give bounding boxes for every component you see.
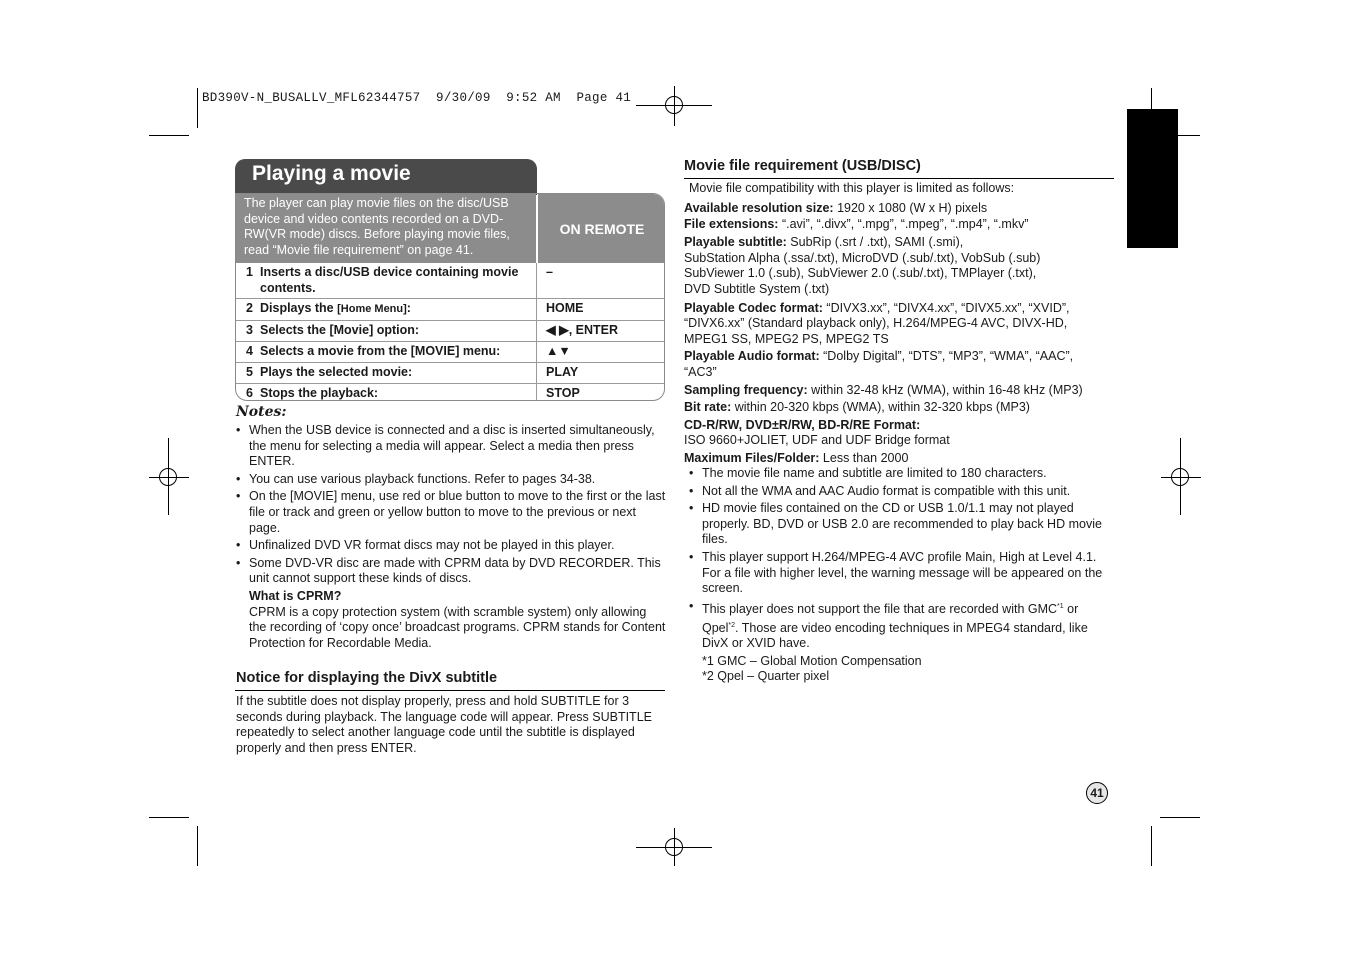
chapter-tab — [1127, 109, 1178, 248]
footnote: *1 GMC – Global Motion Compensation — [702, 653, 922, 668]
table-row — [236, 321, 665, 342]
table-row — [236, 384, 665, 401]
step-number: 6 — [246, 386, 253, 400]
step-text: Stops the playback: — [260, 386, 379, 400]
requirement-heading: Movie file requirement (USB/DISC) — [684, 158, 921, 174]
step-remote: ▲▼ — [546, 344, 571, 358]
steps-table — [236, 263, 665, 401]
step-text: Selects the [Movie] option: — [260, 323, 420, 337]
table-row: 2 Displays the [Home Menu]: HOME — [236, 299, 665, 321]
crop-mark — [197, 826, 198, 866]
cprm-heading: What is CPRM? — [249, 588, 342, 603]
list-item: • This player does not support the file that are recorded with GMC$^{*1}$ or Qpel$^{*2}$. Those are video encoding techniques in MPEG4 standard, like DivX or XVID have. — [689, 599, 1114, 652]
crop-mark — [1151, 826, 1152, 866]
list-item — [236, 589, 666, 651]
requirement-specs: Available resolution size: 1920 x 1080 (W x H) pixels File extensions: “.avi”, “.divx”, “.mpg”, “.mpeg”, “.mp4”, “.mkv” Playable subtitle: SubRip (.srt / .txt), SAMI (.smi), SubStation Alpha (.ssa/.txt), MicroDVD (.sub/.txt), VobSub (.sub) SubViewer 1.0 (.sub), SubViewer 2.0 (.sub/.txt), TMPlayer (.txt), DVD Subtitle System (.txt) Playable Codec format: “DIVX3.xx”, “DIVX4.xx”, “DIVX5.xx”, “XVID”, “DIVX6.xx” (Standard playback only), H.264/MPEG-4 AVC, DIVX-HD, MPEG1 SS, MPEG2 PS, MPEG2 TS Playable Audio format: “Dolby Digital”, “DTS”, “MP3”, “WMA”, “AAC”, “AC3” Sampling frequency: within 32-48 kHz (WMA), within 16-48 kHz (MP3) Bit rate: within 20-320 kbps (WMA), within 32-320 kbps (MP3) CD-R/RW, DVD±R/RW, BD-R/RE Format: ISO 9660+JOLIET, UDF and UDF Bridge format Maximum Files/Folder: Less than 2000 — [684, 201, 1083, 465]
crop-mark — [197, 88, 198, 128]
step-number: 5 — [246, 365, 253, 379]
step-remote: STOP — [546, 386, 580, 400]
step-text: Selects a movie from the [MOVIE] menu: — [260, 344, 501, 358]
list-item: • Some DVD-VR disc are made with CPRM data by DVD RECORDER. This unit cannot support these kinds of discs. — [236, 556, 666, 587]
list-item: • The movie file name and subtitle are limited to 180 characters. — [689, 466, 1114, 482]
notes-list — [236, 423, 666, 653]
section-title: Playing a movie — [252, 162, 411, 185]
step-remote: PLAY — [546, 365, 579, 379]
on-remote-header: ON REMOTE — [538, 194, 665, 263]
list-item: • You can use various playback functions. Refer to pages 34-38. — [236, 472, 666, 488]
step-remote: HOME — [546, 301, 584, 315]
crop-mark — [1160, 817, 1200, 818]
step-number: 4 — [246, 344, 253, 358]
crop-mark — [149, 135, 189, 136]
footnote: *2 Qpel – Quarter pixel — [702, 669, 830, 684]
notes-heading: Notes: — [236, 404, 287, 420]
step-remote: ◀ ▶, ENTER — [546, 323, 619, 337]
divx-heading: Notice for displaying the DivX subtitle — [236, 670, 498, 686]
requirement-notes — [689, 466, 1114, 687]
step-text-menu: [Home Menu] — [337, 303, 407, 315]
list-item: • Not all the WMA and AAC Audio format is compatible with this unit. — [689, 484, 1114, 500]
step-remote: – — [546, 265, 553, 279]
step-text: Plays the selected movie: — [260, 365, 413, 379]
print-slug: BD390V-N_BUSALLV_MFL62344757 9/30/09 9:52 AM Page 41 — [202, 91, 632, 105]
step-text: Inserts a disc/USB device containing movie contents. — [260, 265, 519, 295]
registration-circle — [159, 468, 177, 486]
table-row — [236, 263, 665, 299]
crop-mark — [149, 817, 189, 818]
steps-panel — [235, 193, 665, 401]
registration-circle — [1171, 468, 1189, 486]
cprm-text: CPRM is a copy protection system (with scramble system) only allowing the recording of ‘copy once’ broadcast programs. CPRM stands for Content Protection for Recordable Media. — [249, 604, 666, 650]
table-row — [236, 363, 665, 384]
page-number: 41 — [1086, 782, 1108, 804]
step-number: 3 — [246, 323, 253, 337]
list-item: • HD movie files contained on the CD or USB 1.0/1.1 may not played properly. BD, DVD or USB 2.0 are recommended to play back HD movie files. — [689, 501, 1114, 548]
heading-rule — [235, 690, 665, 691]
section-intro: The player can play movie files on the disc/USB device and video contents recorded on a DVD-RW(VR mode) discs. Before playing movie files, read “Movie file requirement” on page 41. — [236, 194, 536, 263]
requirement-intro: Movie file compatibility with this player is limited as follows: — [689, 181, 1015, 195]
step-number: 2 — [246, 301, 253, 315]
step-number: 1 — [246, 265, 253, 279]
list-item: • When the USB device is connected and a disc is inserted simultaneously, the menu for selecting a media will appear. Select a media then press ENTER. — [236, 423, 666, 470]
list-item: • This player support H.264/MPEG-4 AVC profile Main, High at Level 4.1. For a file with higher level, the warning message will be appeared on the screen. — [689, 550, 1114, 597]
heading-rule — [684, 178, 1114, 179]
registration-circle — [665, 838, 683, 856]
list-item: • Unfinalized DVD VR format discs may not be played in this player. — [236, 538, 666, 554]
divx-text: If the subtitle does not display properly, press and hold SUBTITLE for 3 seconds during playback. The language code will appear. Press SUBTITLE repeatedly to select another language code until the subtitle is displayed properly and then press ENTER. — [236, 694, 652, 755]
step-text: Displays the — [260, 301, 338, 315]
list-item: • On the [MOVIE] menu, use red or blue button to move to the first or the last file or track and green or yellow button to move to the previous or next page. — [236, 489, 666, 536]
registration-circle — [665, 96, 683, 114]
table-row — [236, 342, 665, 363]
